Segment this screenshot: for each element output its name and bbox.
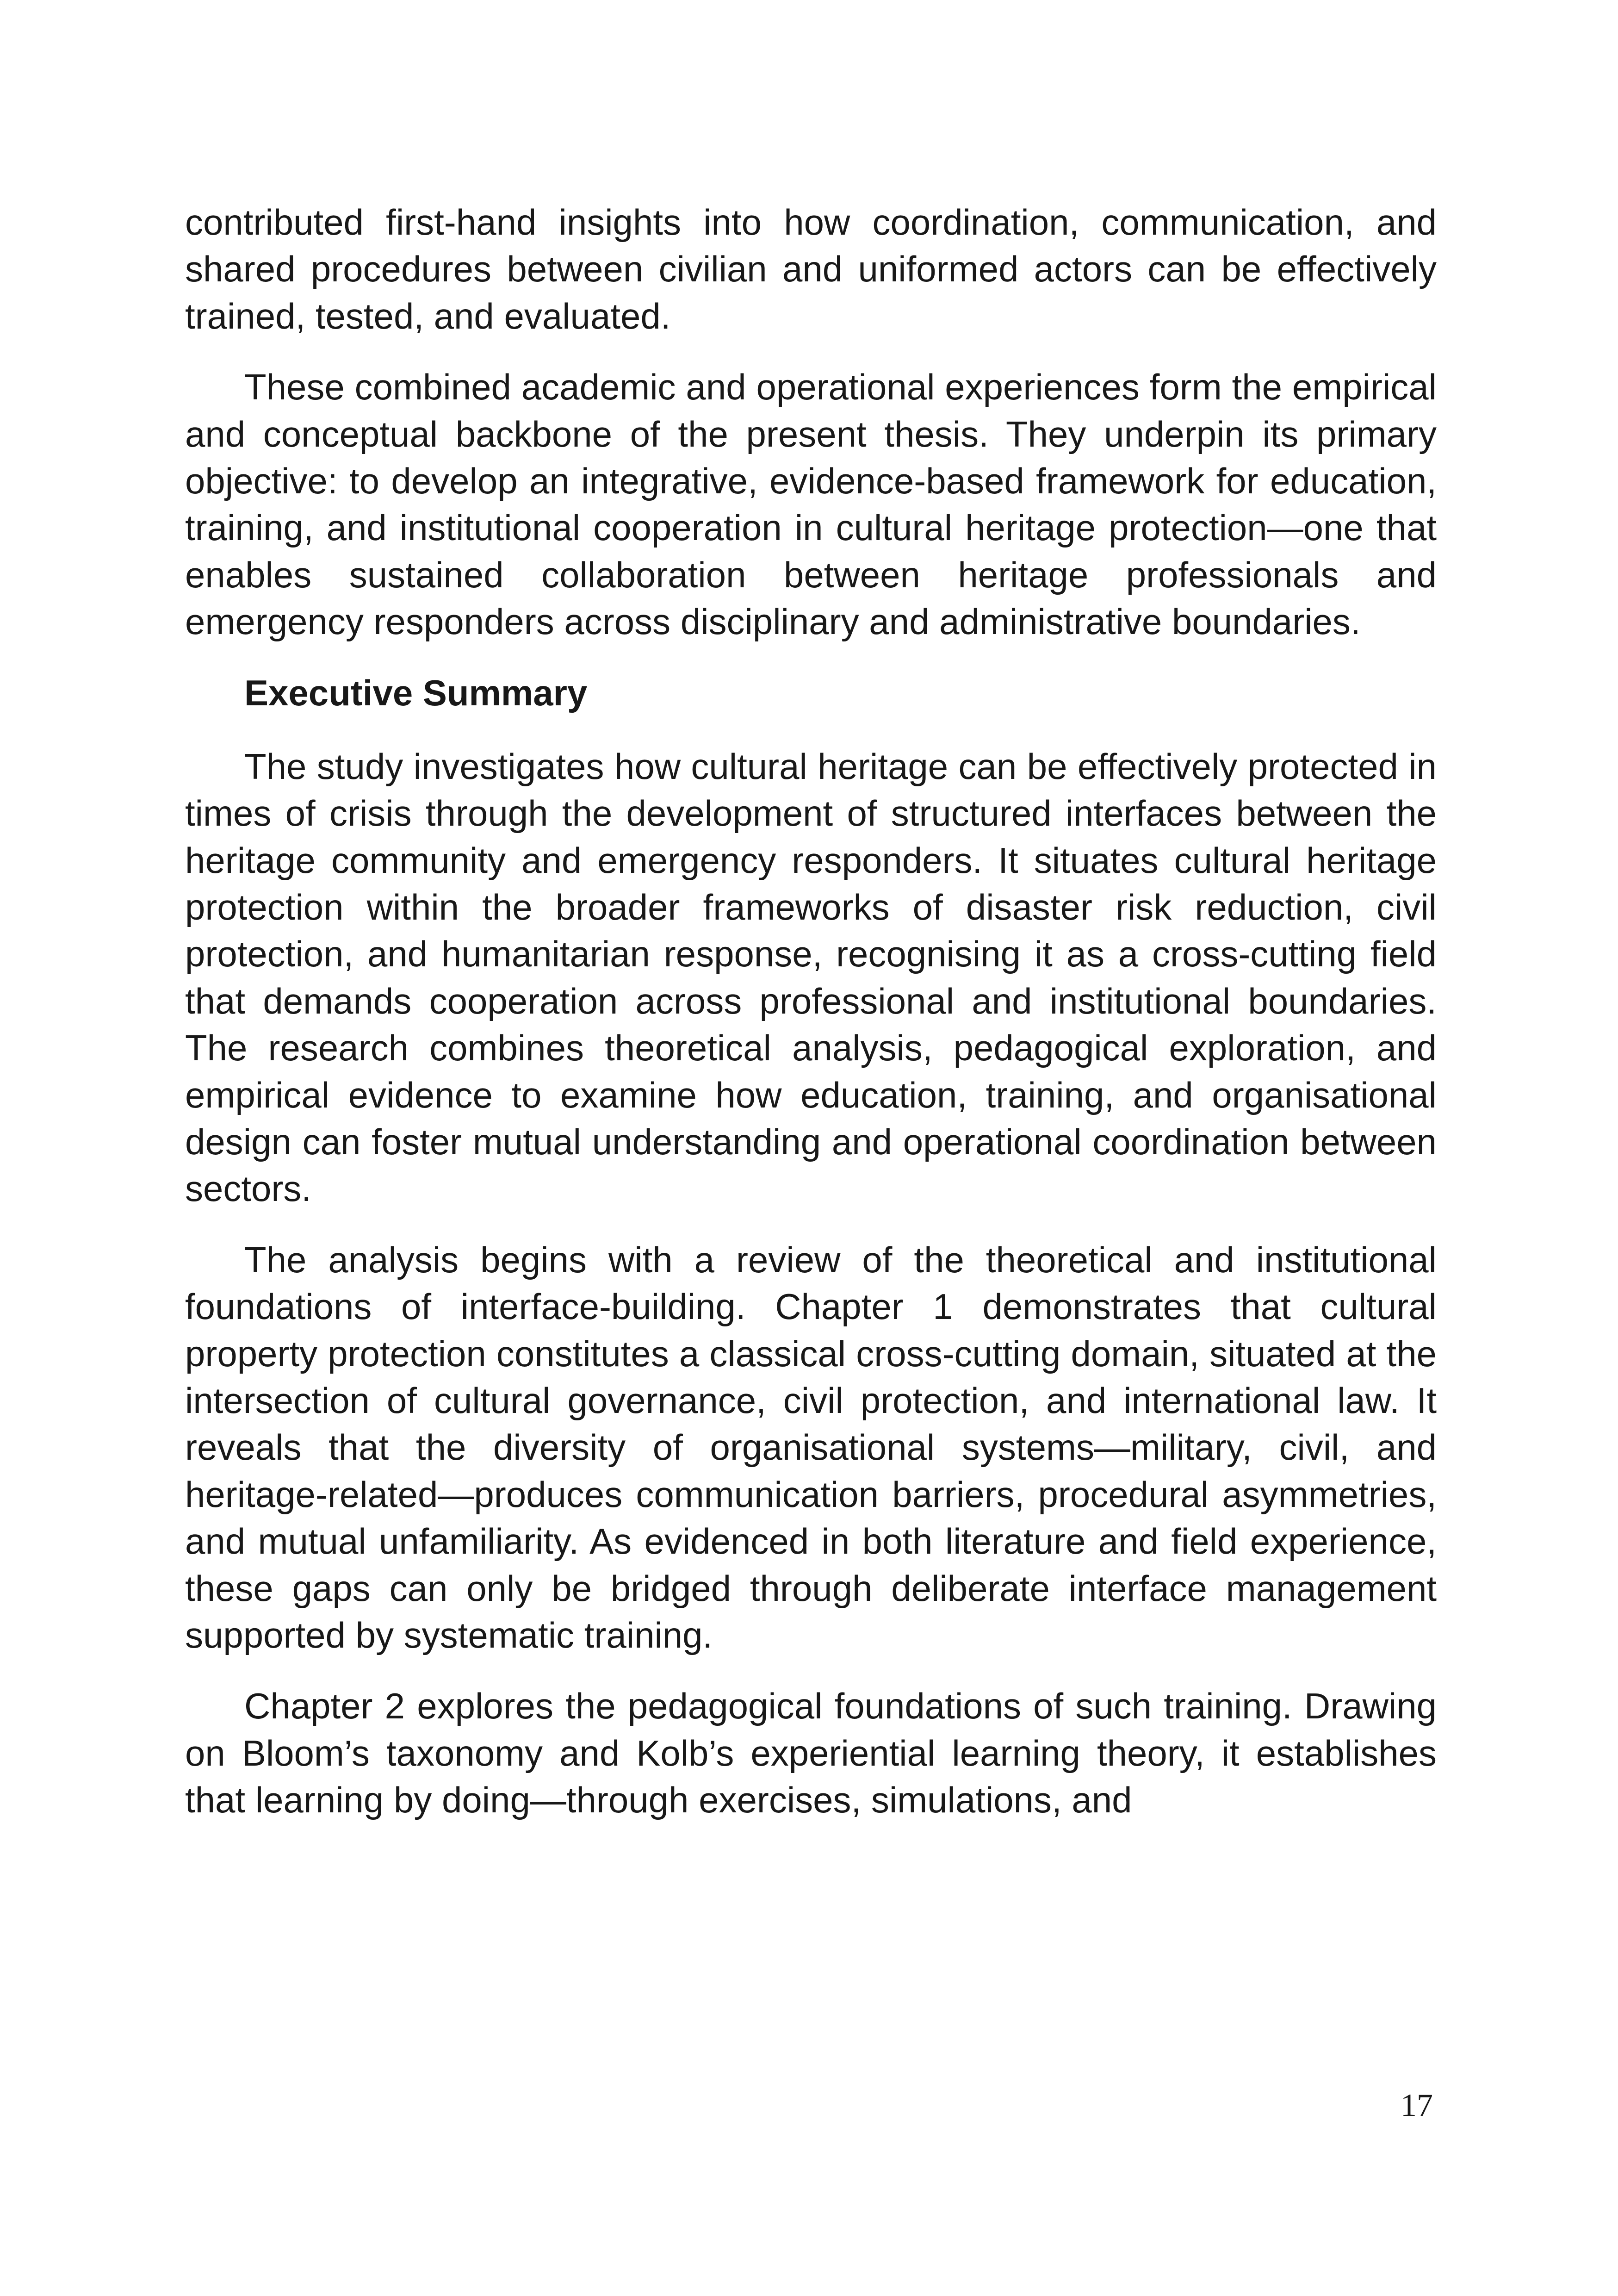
page-number: 17 — [1401, 2088, 1433, 2123]
paragraph: contributed first-hand insights into how coordination, communication, and shared procedures between civilian and uniformed actors can be effectively trained, tested, and evaluated. — [185, 202, 1437, 336]
paragraph: The analysis begins with a review of the theoretical and institutional foundations of interface-building. Chapter 1 demonstrates that cultural property protection constitutes a classical cross-cutting domain, situated at the intersection of cultural governance, civil protection, and international law. It reveals that the diversity of organisational systems—military, civil, and heritage-related—produces communication barriers, procedural asymmetries, and mutual unfamiliarity. As evidenced in both literature and field experience, these gaps can only be bridged through deliberate interface management supported by systematic training. — [185, 1239, 1437, 1655]
paragraph: Chapter 2 explores the pedagogical foundations of such training. Drawing on Bloom’s taxonomy and Kolb’s experiential learning theory, it establishes that learning by doing—through exercises, simulations, and — [185, 1686, 1437, 1821]
page-body-text — [185, 199, 1437, 1848]
paragraph: The study investigates how cultural heritage can be effectively protected in times of crisis through the development of structured interfaces between the heritage community and emergency responders. It situates cultural heritage protection within the broader frameworks of disaster risk reduction, civil protection, and humanitarian response, recognising it as a cross-cutting field that demands cooperation across professional and institutional boundaries. The research combines theoretical analysis, pedagogical exploration, and empirical evidence to examine how education, training, and organisational design can foster mutual understanding and operational coordination between sectors. — [185, 746, 1437, 1209]
paragraph: These combined academic and operational experiences form the empirical and conceptual backbone of the present thesis. They underpin its primary objective: to develop an integrative, evidence-based framework for education, training, and institutional cooperation in cultural heritage protection—one that enables sustained collaboration between heritage professionals and emergency responders across disciplinary and administrative boundaries. — [185, 367, 1437, 642]
section-heading: Executive Summary — [244, 672, 588, 713]
